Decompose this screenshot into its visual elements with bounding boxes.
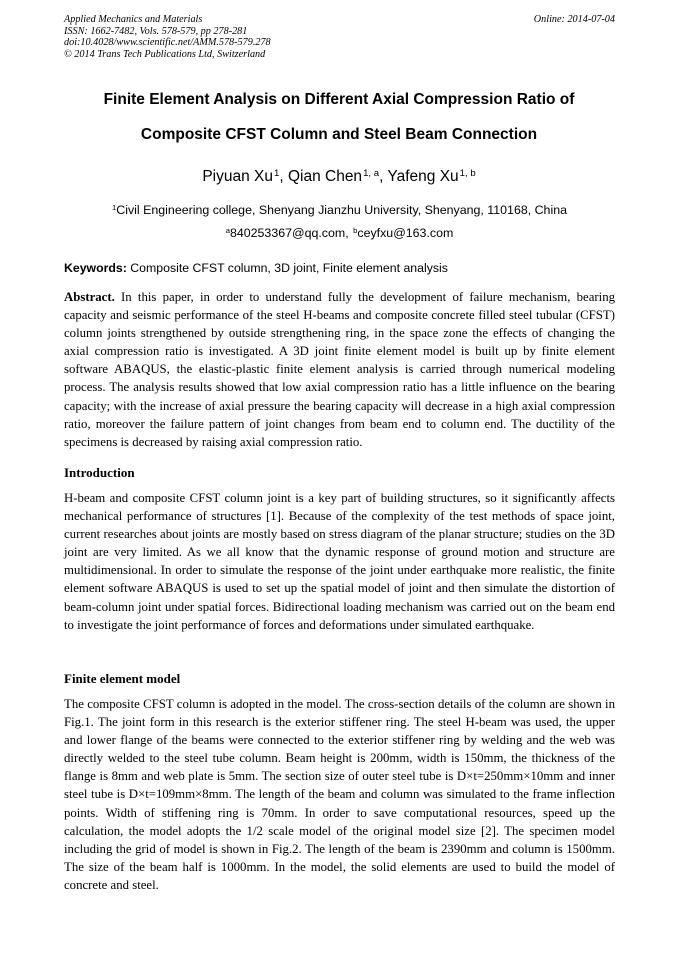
introduction-paragraph: H-beam and composite CFST column joint is a key part of building structures, so it significantly affects mechanical performance of structures [1]. Because of the complexity of the test methods of space joint, current researches about joints are mostly based on stress diagram of the planar structure; studies on the 3D joint are very limited. As we all know that the dynamic response of ground motion and structure are multidimensional. In order to simulate the response of the joint under earthquake more realistic, the finite element software ABAQUS is used to set up the spatial model of joint and then simulate the distortion of beam-column joint under spatial forces. Bidirectional loading mechanism was carried out on the beam end to investigate the joint performance of forces and deformations under simulated earthquake. bbox=[64, 491, 615, 632]
email-mark-a: a bbox=[225, 225, 230, 235]
paper-title-line-2: Composite CFST Column and Steel Beam Connection bbox=[140, 126, 538, 143]
email-mark-b: b bbox=[353, 225, 358, 235]
author-affiliation-mark: 1, a bbox=[363, 167, 380, 179]
journal-name: Applied Mechanics and Materials bbox=[64, 14, 203, 25]
finite-element-model-paragraph: The composite CFST column is adopted in the model. The cross-section details of the column are shown in Fig.1. The joint form in this research is the exterior stiffener ring. The steel H-beam was used, the upper and lower flange of the beams were connected to the exterior stiffener ring by welding and the web was directly welded to the steel tube column. Beam height is 200mm, width is 150mm, the thickness of the flange is 8mm and web plate is 5mm. The section size of outer steel tube is D×t=250mm×10mm and inner steel tube is D×t=109mm×8mm. The length of the beam and column was simulated to the frame inflection points. Width of stiffening ring is 70mm. In order to save computational resources, speed up the calculation, the model adopts the 1/2 scale model of the original model size [2]. The specimen model including the grid of model is shown in Fig.2. The length of the beam is 2390mm and column is 1500mm. The size of the beam half is 1000mm. In the model, the solid elements are used to build the model of concrete and steel. bbox=[64, 697, 615, 892]
email-line bbox=[40, 226, 638, 240]
author-name: Yafeng Xu bbox=[387, 168, 459, 185]
author-affiliation-mark: 1, b bbox=[459, 167, 476, 179]
keywords-label: Keywords: bbox=[64, 261, 127, 275]
email-b: ceyfxu@163.com bbox=[357, 226, 454, 240]
doi-line: doi:10.4028/www.scientific.net/AMM.578-579.278 bbox=[64, 37, 271, 49]
keywords-text: Composite CFST column, 3D joint, Finite element analysis bbox=[130, 261, 448, 275]
section-heading-finite-element-model: Finite element model bbox=[64, 671, 181, 686]
section-heading-introduction: Introduction bbox=[64, 465, 135, 480]
affiliation-text: Civil Engineering college, Shenyang Jianzhu University, Shenyang, 110168, China bbox=[116, 203, 567, 217]
abstract bbox=[64, 288, 615, 451]
abstract-text: In this paper, in order to understand fully the development of failure mechanism, bearing capacity and seismic performance of the steel H-beams and composite concrete filled steel tubular (CFST) column joints strengthened by outside strengthening ring, in the space zone the effects of changing the axial compression ratio is investigated. A 3D joint finite element model is built up by finite element software ABAQUS, the elastic-plastic finite element analysis is carried through numerical modeling process. The analysis results showed that low axial compression ratio has a little influence on the bearing capacity; with the increase of axial pressure the bearing capacity will decrease in a high axial compression ratio, moreover the failure pattern of joint changes from beam end to column end. The ductility of the specimens is decreased by raising axial compression ratio. bbox=[64, 290, 615, 449]
online-date: Online: 2014-07-04 bbox=[533, 14, 615, 25]
author-affiliation-mark: 1 bbox=[273, 167, 280, 179]
author-name: Qian Chen bbox=[287, 168, 363, 185]
copyright-line: © 2014 Trans Tech Publications Ltd, Switzerland bbox=[64, 48, 266, 60]
author-name: Piyuan Xu bbox=[202, 168, 273, 185]
author-list bbox=[40, 168, 638, 186]
keywords bbox=[64, 261, 615, 275]
affiliation-mark: 1 bbox=[112, 202, 117, 212]
journal-header bbox=[64, 14, 615, 60]
abstract-label: Abstract. bbox=[64, 290, 115, 304]
author-separator: , bbox=[379, 168, 388, 185]
affiliation bbox=[40, 203, 638, 217]
paper-title-line-1: Finite Element Analysis on Different Axial Compression Ratio of bbox=[103, 91, 575, 108]
issn-line: ISSN: 1662-7482, Vols. 578-579, pp 278-281 bbox=[64, 25, 248, 37]
email-a: 840253367@qq.com, bbox=[229, 226, 349, 240]
author-separator: , bbox=[279, 168, 288, 185]
